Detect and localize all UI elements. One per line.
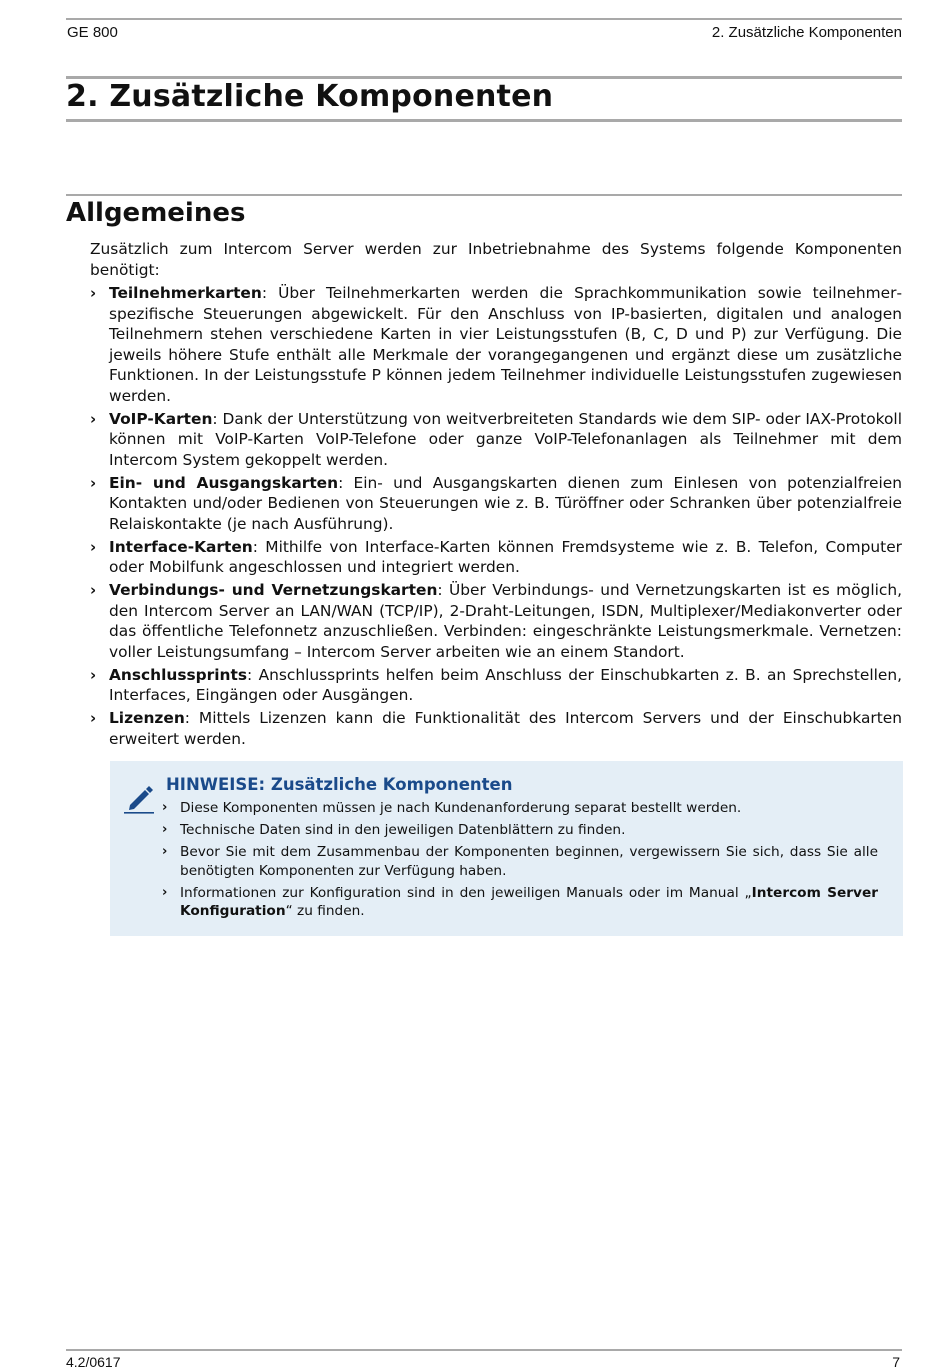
chevron-right-icon: ›: [162, 844, 168, 859]
pencil-icon: [122, 781, 156, 815]
chevron-right-icon: ›: [90, 581, 97, 599]
item-term: Ein- und Ausgangskarten: [109, 473, 339, 492]
manual-title: Intercom Server Konfiguration: [180, 884, 878, 919]
list-item: [90, 409, 902, 471]
chevron-right-icon: ›: [90, 537, 97, 556]
section-rule: [66, 194, 902, 196]
list-item: [90, 537, 902, 578]
note-text-pre: Informationen zur Konfiguration sind in den jeweiligen Manuals oder im Manual „: [180, 884, 752, 901]
page-number: 7: [892, 1354, 900, 1370]
chapter-rule-bottom: [66, 119, 902, 122]
note-item: [162, 843, 878, 880]
notes-list: [162, 799, 878, 924]
item-text: : Dank der Unterstützung von weitverbreiteten Standards wie dem SIP- oder IAX-Protokoll können mit VoIP-Karten VoIP-Telefone oder ganze VoIP-Telefonanlagen als Teilnehmer mit dem Intercom System gekoppelt werden.: [109, 409, 902, 469]
footer-rule: [66, 1349, 902, 1351]
component-list: [90, 283, 902, 752]
chevron-right-icon: ›: [90, 473, 97, 492]
item-text: : Über Teilnehmerkarten werden die Sprachkommunikation sowie teilnehmerspezifische Steuerungen abgewickelt. Für den Anschluss von IP-basierten, digitalen und analogen Teilnehmern stehen verschiedene Karten in vier Leistungsstufen (B, C, D und P) zur Verfügung. Die jeweils höhere Stufe enthält alle Merkmale der vorangegangenen und ergänzt diese um zusätzliche Funktionen. In der Leistungsstufe P können jedem Teilnehmer individuelle Leistungsstufen zugewiesen werden.: [109, 284, 902, 405]
item-term: Interface-Karten: [109, 537, 253, 556]
note-item: [162, 884, 878, 921]
chevron-right-icon: ›: [90, 665, 97, 684]
chevron-right-icon: ›: [90, 709, 97, 727]
item-term: Verbindungs- und Vernetzungskarten: [109, 581, 438, 599]
document-id: GE 800: [67, 24, 118, 41]
note-item: [162, 799, 878, 818]
page-header: [66, 24, 902, 48]
chevron-right-icon: ›: [90, 284, 97, 302]
list-item: [90, 473, 902, 535]
chevron-right-icon: ›: [162, 800, 168, 815]
item-text: : Anschlussprints helfen beim Anschluss der Einschubkarten z. B. an Sprechstellen, Interfaces, Eingängen oder Ausgängen.: [109, 665, 902, 704]
note-item: [162, 821, 878, 840]
note-text: Bevor Sie mit dem Zusammenbau der Komponenten beginnen, vergewissern Sie sich, dass Sie alle benötigten Komponenten zur Verfügung haben.: [180, 844, 878, 879]
item-text: : Über Verbindungs- und Vernetzungskarten ist es möglich, den Intercom Server an LAN/WAN (TCP/IP), 2-Draht-Leitungen, ISDN, Multiplexer/Mediakonverter oder das öffentliche Telefonnetz anzuschließen. Verbinden: eingeschränkte Leistungsmerkmale. Vernetzen: voller Leistungsumfang – Intercom Server arbeiten wie an einem Standort.: [109, 581, 902, 661]
item-text: : Mithilfe von Interface-Karten können Fremdsysteme wie z. B. Telefon, Computer oder Mobilfunk angeschlossen und integriert werden.: [109, 537, 902, 576]
note-text: Diese Komponenten müssen je nach Kundenanforderung separat bestellt werden.: [180, 800, 742, 816]
list-item: [90, 665, 902, 706]
chevron-right-icon: ›: [162, 822, 168, 837]
item-term: VoIP-Karten: [109, 409, 213, 428]
note-text-post: “ zu finden.: [285, 903, 365, 919]
intro-paragraph: Zusätzlich zum Intercom Server werden zur Inbetriebnahme des Systems folgende Komponenten benötigt:: [90, 240, 902, 279]
notes-title: HINWEISE: Zusätzliche Komponenten: [166, 775, 513, 794]
running-chapter-title: 2. Zusätzliche Komponenten: [711, 24, 902, 41]
chevron-right-icon: ›: [162, 884, 168, 900]
list-item: [90, 283, 902, 406]
section-title: Allgemeines: [66, 198, 246, 228]
item-term: Anschlussprints: [109, 665, 248, 684]
list-item: [90, 580, 902, 662]
item-text: : Ein- und Ausgangskarten dienen zum Einlesen von potenzialfreien Kontakten und/oder Bedienen von Steuerungen wie z. B. Türöffner oder Schranken über potenzialfreie Relaiskontakte (je nach Ausführung).: [109, 473, 902, 533]
list-item: [90, 708, 902, 749]
chevron-right-icon: ›: [90, 409, 97, 428]
chapter-title: 2. Zusätzliche Komponenten: [66, 79, 554, 114]
item-text: : Mittels Lizenzen kann die Funktionalität des Intercom Servers und der Einschubkarten erweitert werden.: [109, 709, 902, 748]
notes-box: [110, 761, 903, 936]
note-text: Technische Daten sind in den jeweiligen Datenblättern zu finden.: [180, 822, 626, 838]
item-term: Lizenzen: [109, 709, 185, 727]
item-term: Teilnehmerkarten: [109, 284, 262, 302]
version-label: 4.2/0617: [66, 1354, 121, 1370]
header-rule: [66, 18, 902, 20]
